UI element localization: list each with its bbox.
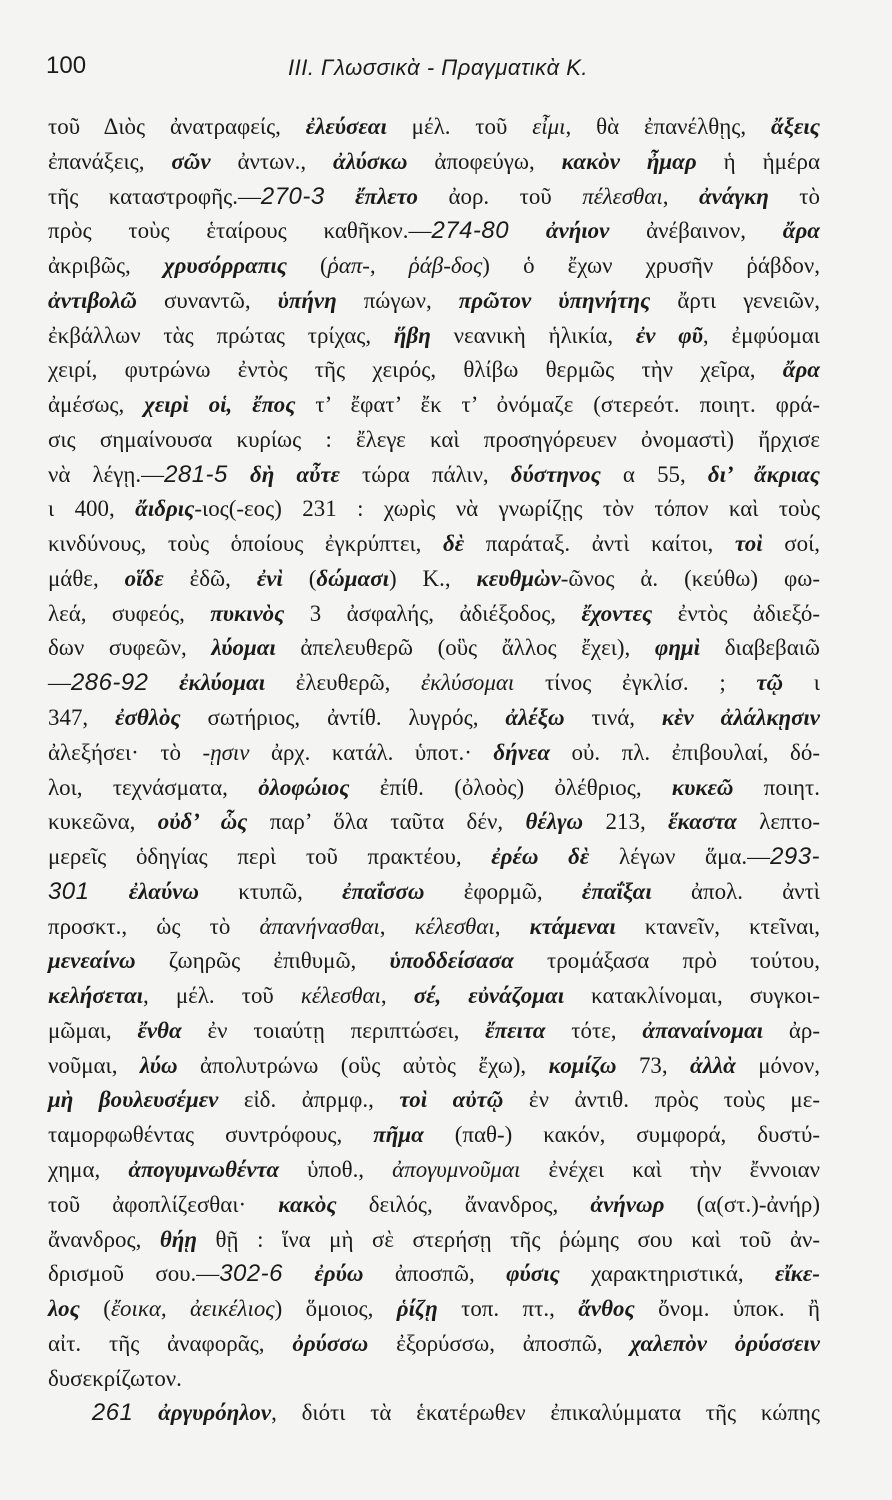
text-line xyxy=(48,979,820,1014)
text-run: μόνον, xyxy=(735,1052,820,1078)
text-line xyxy=(48,1153,820,1188)
text-run: δων συφεῶν, xyxy=(48,635,212,661)
text-run: τώρα πάλιν, xyxy=(339,461,511,487)
verse-reference: 270-3 xyxy=(260,182,325,210)
text-run: θῇ : ἵνα μὴ σὲ στερήσῃ τῆς ῥώμης σου καὶ τοῦ ἀν- xyxy=(196,1226,820,1252)
headword: κακὸς xyxy=(278,1191,337,1217)
headword: ἀλέξω xyxy=(505,705,565,731)
text-run: μῶμαι, xyxy=(48,1017,138,1043)
text-run: ἀκριβῶς, xyxy=(48,253,164,279)
text-run: νεανικὴ ἡλικία, xyxy=(430,322,636,348)
text-run: τινά, xyxy=(564,705,662,731)
text-line xyxy=(48,736,820,771)
headword: ἐρύω xyxy=(314,1261,364,1287)
text-line xyxy=(48,353,820,388)
text-line xyxy=(48,145,820,180)
text-run: ἐνέχει καὶ τὴν ἔννοιαν xyxy=(520,1156,820,1182)
text-run: ἀορ. τοῦ xyxy=(417,183,583,209)
headword: ἄνθος xyxy=(578,1296,635,1322)
headword: ἀργυρόηλον xyxy=(158,1400,272,1426)
text-run: ἐλευθερῶ, xyxy=(265,670,422,696)
page-number: 100 xyxy=(46,52,87,79)
text-run: — xyxy=(48,670,71,696)
paragraph-end-line xyxy=(48,1362,820,1397)
text-run: 213, xyxy=(583,809,669,835)
headword: κευθμὼν xyxy=(476,565,561,591)
headword: ἀνήιον xyxy=(545,218,610,244)
text-run: κατακλίνομαι, συγκοι- xyxy=(564,983,820,1009)
text-run: ἀλεξήσει· τὸ xyxy=(48,739,203,765)
text-run: χημα, xyxy=(48,1156,129,1182)
text-line xyxy=(48,214,820,249)
text-run: ι xyxy=(783,670,820,696)
headword: πρῶτον ὑπηνήτης xyxy=(458,287,651,313)
text-run: λοι, τεχνάσματα, xyxy=(48,774,259,800)
headword: ἐν φῦ xyxy=(635,322,703,348)
text-run: , xyxy=(662,183,699,209)
text-run: χαρακτηριστικά, xyxy=(559,1261,775,1287)
text-run: , διότι τὰ ἑκατέρωθεν ἐπικαλύμματα τῆς κώπης xyxy=(271,1400,820,1426)
headword: ῥίζῃ xyxy=(396,1296,438,1322)
text-run xyxy=(283,1261,314,1286)
text-run: δρισμοῦ σου.— xyxy=(48,1261,220,1287)
text-line xyxy=(48,771,820,806)
text-run: ) ὁ ἔχων χρυσῆν ῥάβδον, xyxy=(482,253,820,279)
text-run: διαβεβαιῶ xyxy=(700,635,820,661)
text-run: τ’ ἔφατ’ ἔκ τ’ ὀνόμαζε (στερεότ. ποιητ. φρά- xyxy=(295,392,821,418)
text-run: ἐξορύσσω, ἀποσπῶ, xyxy=(368,1330,631,1356)
text-line xyxy=(48,840,820,875)
headword: μὴ βουλευσέμεν xyxy=(48,1087,219,1113)
text-run: προσκτ., ὡς τὸ xyxy=(48,913,260,939)
text-line xyxy=(48,319,820,354)
headword: σέ, εὐνάζομαι xyxy=(413,983,565,1009)
headword: κὲν ἀλάλκῃσιν xyxy=(661,705,821,731)
text-run: (παθ-) κακόν, συμφορά, δυστύ- xyxy=(423,1122,820,1148)
headword: πῆμα xyxy=(373,1122,424,1148)
headword: λύω xyxy=(139,1052,178,1078)
text-run xyxy=(325,184,355,209)
text-run xyxy=(89,879,128,904)
text-run: ἀπολ. ἀντὶ xyxy=(651,878,820,904)
text-run: λεά, συφεός, xyxy=(48,600,211,626)
text-run: ἐν ἀντιθ. πρὸς τοὺς με- xyxy=(503,1087,820,1113)
headword: ἐλεύσεαι xyxy=(305,114,387,139)
text-run: λέγων ἅμα.— xyxy=(589,844,771,870)
text-line xyxy=(48,701,820,736)
text-run: ( xyxy=(282,565,317,591)
headword: ὑποδδείσασα xyxy=(389,948,514,974)
text-line xyxy=(48,1257,820,1292)
text-run: ἐν τοιαύτῃ περιπτώσει, xyxy=(181,1017,486,1043)
text-run: ποιητ. xyxy=(733,774,820,800)
headword: δὲ xyxy=(443,531,465,557)
headword: θήῃ xyxy=(159,1226,197,1252)
headword: κτάμεναι xyxy=(529,913,616,939)
text-run: ἐντὸς ἀδιεξό- xyxy=(652,600,821,626)
text-run: ) Κ., xyxy=(388,565,477,591)
verse-reference: 293- xyxy=(770,843,821,871)
text-line xyxy=(48,1049,820,1084)
text-run: ἐπανάξεις, xyxy=(48,148,172,174)
text-run: ἐφορμῶ, xyxy=(424,878,582,904)
headword: χαλεπὸν ὀρύσσειν xyxy=(630,1330,820,1356)
text-run: μέλ. τοῦ xyxy=(386,114,533,139)
text-run: σωτήριος, ἀντίθ. λυγρός, xyxy=(180,705,506,731)
headword: ἐπαΐξαι xyxy=(581,878,652,904)
text-line xyxy=(48,492,820,527)
text-run: , xyxy=(380,983,414,1009)
headword: τοὶ xyxy=(734,531,763,557)
text-run: ὄνομ. ὑποκ. ἢ xyxy=(634,1296,820,1322)
headword: ἄρα xyxy=(782,357,820,383)
italic-term: ἀπογυμνοῦμαι xyxy=(392,1156,521,1182)
headword: λος xyxy=(48,1296,80,1322)
text-run: τοῦ ἀφοπλίζεσθαι· xyxy=(48,1191,279,1217)
headword: ὑπήνη xyxy=(277,287,337,313)
text-run: ἀρ- xyxy=(763,1017,820,1043)
headword: λύομαι xyxy=(211,635,276,661)
headword: κελήσεται xyxy=(48,983,144,1009)
text-run: ( xyxy=(79,1296,111,1322)
text-run: , ἐμφύομαι xyxy=(702,322,820,348)
text-run: , xyxy=(379,913,415,939)
text-run: 73, xyxy=(616,1052,691,1078)
italic-term: κέλεσθαι xyxy=(414,913,495,939)
verse-reference: 274-80 xyxy=(431,217,510,245)
headword: ἐπαΐσσω xyxy=(342,878,425,904)
text-line xyxy=(48,458,820,493)
headword: ἐσθλὸς xyxy=(115,705,181,731)
text-line xyxy=(48,388,820,423)
text-run: -ιος(-εος) 231 : χωρὶς νὰ γνωρίζῃς τὸν τόπον καὶ τοὺς xyxy=(194,496,820,522)
headword: ἄρα xyxy=(782,218,820,244)
headword: κυκεῶ xyxy=(671,774,734,800)
text-run: 3 ἀσφαλής, ἀδιέξοδος, xyxy=(284,600,582,626)
text-line xyxy=(48,597,820,632)
text-run: τοπ. πτ., xyxy=(437,1296,579,1322)
headword: ἔπλετο xyxy=(355,183,418,209)
headword: ἔπειτα xyxy=(485,1017,546,1043)
text-run: , xyxy=(494,913,530,939)
italic-term: ῥαπ-, ῥάβ-δος xyxy=(327,253,483,279)
text-line xyxy=(48,631,820,666)
italic-term: πέλεσθαι xyxy=(582,183,663,209)
headword: ἀλλὰ xyxy=(690,1052,736,1078)
text-run: παρ’ ὅλα ταῦτα δέν, xyxy=(247,809,526,835)
text-run: κτανεῖν, κτεῖναι, xyxy=(615,913,821,939)
italic-term: ἔοικα, ἀεικέλιος xyxy=(110,1296,275,1322)
text-run: ἐδῶ, xyxy=(163,565,257,591)
text-run: ζωηρῶς ἐπιθυμῶ, xyxy=(135,948,390,974)
text-run: τίνος ἐγκλίσ. ; xyxy=(514,670,757,696)
headword: ὀλοφώιος xyxy=(258,774,350,800)
text-run: κυκεῶνα, xyxy=(48,809,158,835)
headword: ἔχοντες xyxy=(581,600,653,626)
headword: ἄξεις xyxy=(770,114,820,139)
italic-term: εἶμι xyxy=(532,114,566,139)
text-line xyxy=(48,1327,820,1362)
text-run: ἄρτι γενειῶν, xyxy=(650,287,821,313)
headword: χειρὶ οἱ, ἔπος xyxy=(144,392,296,418)
text-run: ) ὅμοιος, xyxy=(274,1296,397,1322)
italic-term: ἀπανήνασθαι xyxy=(259,913,380,939)
text-run: α 55, xyxy=(600,461,708,487)
text-run: τρομάξασα πρὸ τούτου, xyxy=(513,948,820,974)
text-run: ι 400, xyxy=(48,496,136,522)
headword: ἀλύσκω xyxy=(333,148,408,174)
text-run: κινδύνους, τοὺς ὁποίους ἐγκρύπτει, xyxy=(48,531,444,557)
italic-term: ἐκλύσομαι xyxy=(421,670,515,696)
text-run: , θὰ ἐπανέλθῃς, xyxy=(565,114,771,139)
text-run: ἡ ἡμέρα xyxy=(696,148,820,174)
headword: δώμασι xyxy=(316,565,389,591)
text-run: δειλός, ἄνανδρος, xyxy=(336,1191,591,1217)
headword: ἔνθα xyxy=(137,1017,182,1043)
text-line xyxy=(48,284,820,319)
headword: μενεαίνω xyxy=(48,948,136,974)
text-run: παράταξ. ἀντὶ καίτοι, xyxy=(464,531,735,557)
text-run: ἐκβάλλων τὰς πρώτας τρίχας, xyxy=(48,322,394,348)
headword: οἵδε xyxy=(124,565,164,591)
verse-reference: 302-6 xyxy=(219,1260,283,1288)
headword: δι’ ἄκριας xyxy=(707,461,821,487)
headword: χρυσόρραπις xyxy=(163,253,287,279)
verse-reference: 286-92 xyxy=(70,669,149,697)
text-run: ἀπελευθερῶ (οὓς ἄλλος ἔχει), xyxy=(275,635,655,661)
text-line xyxy=(48,1083,820,1118)
text-line xyxy=(48,875,820,910)
text-line xyxy=(48,562,820,597)
text-line xyxy=(48,110,820,145)
headword: φημὶ xyxy=(654,635,701,661)
text-run xyxy=(228,462,250,487)
paragraph-start-line xyxy=(48,1396,820,1431)
text-run: σοί, xyxy=(762,531,820,557)
text-run: ἀποσπῶ, xyxy=(363,1261,507,1287)
text-run: ἀπολυτρώνω (οὓς αὐτὸς ἔχω), xyxy=(177,1052,549,1078)
headword: εἴκε- xyxy=(774,1261,820,1287)
text-line xyxy=(48,1292,820,1327)
text-run: ἀντων., xyxy=(210,148,334,174)
text-run xyxy=(133,1400,158,1425)
text-run: τὸ xyxy=(768,183,821,209)
text-line xyxy=(48,1188,820,1223)
text-run: ἄνανδρος, xyxy=(48,1226,160,1252)
headword: ἐρέω δὲ xyxy=(491,844,590,870)
headword: θέλγω xyxy=(525,809,584,835)
text-run: (α(στ.)-ἀνήρ) xyxy=(664,1191,820,1217)
headword: ἀπογυμνωθέντα xyxy=(128,1156,280,1182)
text-run xyxy=(148,670,179,695)
text-run: πώγων, xyxy=(336,287,459,313)
text-line xyxy=(48,180,820,215)
headword: ἀνάγκη xyxy=(698,183,769,209)
verse-reference: 281-5 xyxy=(164,460,228,488)
headword: ἕκαστα xyxy=(668,809,737,835)
headword: ὀρύσσω xyxy=(292,1330,369,1356)
text-line xyxy=(48,249,820,284)
text-line xyxy=(48,1014,820,1049)
headword: ἄιδρις xyxy=(135,496,195,522)
text-run: ἀνέβαινον, xyxy=(609,218,783,244)
text-run: 347, xyxy=(48,705,116,731)
verse-reference: 301 xyxy=(48,877,90,905)
headword: ἐνὶ xyxy=(256,565,283,591)
text-run: χειρί, φυτρώνω ἐντὸς τῆς χειρός, θλίβω θερμῶς τὴν χεῖρα, xyxy=(48,357,783,383)
text-run: νοῦμαι, xyxy=(48,1052,140,1078)
headword: ἐκλύομαι xyxy=(179,670,266,696)
text-run: ἀποφεύγω, xyxy=(407,148,562,174)
headword: δήνεα xyxy=(493,739,551,765)
italic-term: κέλεσθαι xyxy=(300,983,381,1009)
headword: ἀντιβολῶ xyxy=(48,287,138,313)
running-title: III. Γλωσσικὰ - Πραγματικὰ Κ. xyxy=(288,55,589,80)
headword: κακὸν ἦμαρ xyxy=(561,148,697,174)
headword: φύσις xyxy=(506,1261,560,1287)
text-line xyxy=(48,1223,820,1258)
text-run: τότε, xyxy=(545,1017,643,1043)
text-line xyxy=(48,910,820,945)
text-run: αἰτ. τῆς ἀναφορᾶς, xyxy=(48,1330,293,1356)
page-body xyxy=(48,110,822,1431)
headword: πυκινὸς xyxy=(210,600,285,626)
text-line xyxy=(48,944,820,979)
text-run: νὰ λέγῃ.— xyxy=(48,461,165,487)
headword: ἀνήνωρ xyxy=(590,1191,665,1217)
text-run: πρὸς τοὺς ἑταίρους καθῆκον.— xyxy=(48,218,432,244)
text-run: ( xyxy=(286,253,328,279)
headword: τοὶ αὐτῷ xyxy=(399,1087,504,1113)
text-run: ἐπίθ. (ὀλοὸς) ὀλέθριος, xyxy=(349,774,672,800)
headword: ἀπαναίνομαι xyxy=(642,1017,764,1043)
text-line xyxy=(48,423,820,458)
text-run: ταμορφωθέντας συντρόφους, xyxy=(48,1122,374,1148)
text-line xyxy=(48,805,820,840)
text-run: , μέλ. τοῦ xyxy=(143,983,301,1009)
headword: ἐλαύνω xyxy=(128,878,200,904)
headword: σῶν xyxy=(171,148,211,174)
text-run: -ῶνος ἀ. (κεύθω) φω- xyxy=(560,565,820,591)
text-run: σις σημαίνουσα κυρίως : ἔλεγε καὶ προσηγόρευεν ὀνομαστὶ) ἤρχισε xyxy=(48,426,820,452)
text-run: δυσεκρίζωτον. xyxy=(48,1365,182,1391)
text-run: μάθε, xyxy=(48,565,125,591)
headword: δὴ αὖτε xyxy=(249,461,340,487)
text-run: ἀμέσως, xyxy=(48,392,145,418)
text-run xyxy=(509,218,546,243)
verse-reference: 261 xyxy=(91,1399,134,1427)
text-run: τοῦ Διὸς ἀνατραφείς, xyxy=(48,114,306,139)
headword: οὐδ’ ὧς xyxy=(157,809,248,835)
text-run: τῆς καταστροφῆς.— xyxy=(48,183,261,209)
text-run: εἰδ. ἀπρμφ., xyxy=(218,1087,400,1113)
text-run: μερεῖς ὁδηγίας περὶ τοῦ πρακτέου, xyxy=(48,844,492,870)
text-line xyxy=(48,1118,820,1153)
text-run: ὑποθ., xyxy=(279,1156,393,1182)
text-run: ἀρχ. κατάλ. ὑποτ.· xyxy=(249,739,494,765)
text-line xyxy=(48,527,820,562)
headword: δύστηνος xyxy=(510,461,601,487)
text-run: οὐ. πλ. ἐπιβουλαί, δό- xyxy=(550,739,820,765)
text-run: κτυπῶ, xyxy=(199,878,343,904)
italic-term: -ῃσιν xyxy=(202,739,250,765)
text-run: συναντῶ, xyxy=(137,287,278,313)
headword: ἥβη xyxy=(393,322,431,348)
text-run: λεπτο- xyxy=(736,809,820,835)
text-line xyxy=(48,666,820,701)
headword: τῷ xyxy=(756,670,784,696)
headword: κομίζω xyxy=(548,1052,617,1078)
